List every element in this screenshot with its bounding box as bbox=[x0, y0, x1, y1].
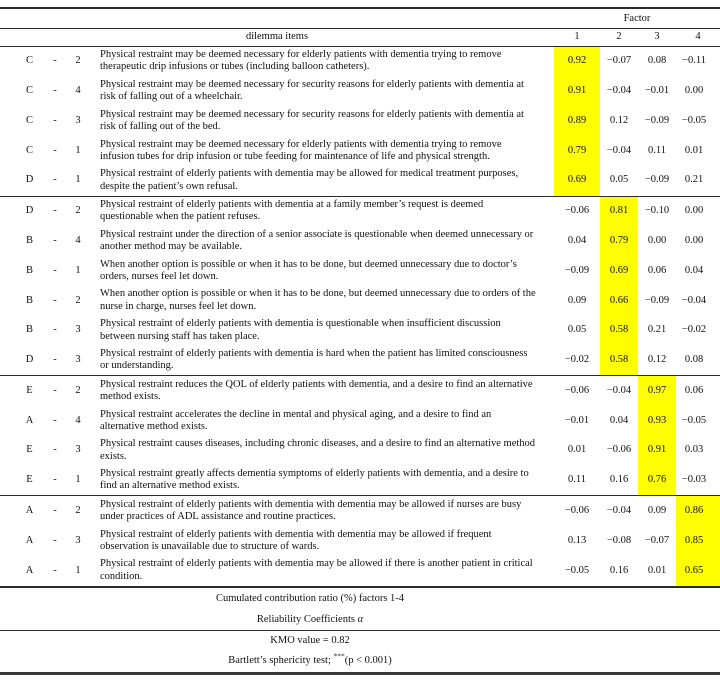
factor-3-value: 0.01 bbox=[647, 564, 667, 576]
factor-3-value: 0.21 bbox=[647, 324, 667, 336]
factor-1-value-highlighted: 0.69 bbox=[554, 166, 600, 196]
item-code-number: 3 bbox=[75, 534, 81, 546]
item-code-letter: E bbox=[26, 444, 33, 456]
item-row-b2 bbox=[0, 286, 720, 316]
item-code-letter: B bbox=[25, 324, 33, 336]
factor-2-value-highlighted: 0.81 bbox=[600, 196, 638, 226]
factor-3-value: 0.11 bbox=[648, 144, 666, 156]
alpha-symbol: α bbox=[357, 613, 364, 625]
item-code-letter: A bbox=[25, 414, 34, 426]
factor-4-value: −0.04 bbox=[681, 294, 707, 306]
factor-3-value-highlighted: 0.97 bbox=[638, 376, 676, 406]
factor-2-value-highlighted: 0.58 bbox=[600, 316, 638, 346]
item-code-dash: - bbox=[53, 114, 57, 126]
item-code-letter: E bbox=[26, 474, 33, 486]
item-row-e2 bbox=[0, 376, 720, 406]
factor-2-value-highlighted: 0.69 bbox=[600, 256, 638, 286]
item-text: Physical restraint accelerates the decline in mental and physical aging, and a desire to find an alternative method exists. bbox=[100, 408, 492, 432]
item-code-letter: E bbox=[0, 376, 45, 406]
factor-3-value: −0.09 bbox=[644, 174, 670, 186]
factor-analysis-table bbox=[0, 7, 720, 675]
item-text: Physical restraint may be deemed necessary for elderly patients with dementia trying to remove infusion tubes for drip infusion or tube feeding for maintenance of life and physical strength. bbox=[100, 138, 502, 162]
item-code-number: 1 bbox=[75, 144, 81, 156]
factor-col-3-header: 3 bbox=[638, 29, 676, 46]
item-code-letter: C bbox=[25, 144, 33, 156]
item-code-number: 1 bbox=[75, 474, 81, 486]
factor-1-value-highlighted: 0.89 bbox=[554, 106, 600, 136]
factor-2-value: 0.16 bbox=[609, 564, 629, 576]
item-text: Physical restraint reduces the QOL of elderly patients with dementia, and a desire to find an alternative method exists. bbox=[91, 376, 554, 406]
item-row-a2 bbox=[0, 496, 720, 526]
item-code-number: 4 bbox=[75, 235, 81, 247]
item-row-c4 bbox=[0, 76, 720, 106]
bartlett-pvalue: (p < 0.001) bbox=[344, 654, 392, 666]
item-code-dash: - bbox=[53, 444, 57, 456]
item-row-a1 bbox=[0, 556, 720, 587]
factor-2-value: 0.12 bbox=[609, 114, 629, 126]
factor-4-value: −0.03 bbox=[681, 474, 707, 486]
item-code-dash: - bbox=[53, 534, 57, 546]
item-text: When another option is possible or when it has to be done, but deemed unnecessary due to orders of the nurse in charge, nurses feel let down. bbox=[100, 288, 536, 312]
factor-4-value-highlighted: 0.65 bbox=[676, 556, 720, 587]
item-code-letter: B bbox=[25, 264, 33, 276]
item-code-letter: C bbox=[25, 114, 33, 126]
item-code-letter: B bbox=[25, 294, 33, 306]
factor-1-value: 0.01 bbox=[567, 444, 587, 456]
item-row-b4 bbox=[0, 226, 720, 256]
item-code-dash: - bbox=[53, 55, 57, 67]
item-text: Physical restraint may be deemed necessary for security reasons for elderly patients with dementia at risk of falling out of the bed. bbox=[100, 108, 524, 133]
factor-header-label: Factor bbox=[554, 8, 720, 29]
factor-2-value: 0.16 bbox=[609, 474, 629, 486]
factor-1-value: −0.02 bbox=[564, 354, 590, 366]
item-row-b3 bbox=[0, 316, 720, 346]
item-text: Physical restraint may be deemed necessary for security reasons for elderly patients with dementia at risk of falling out of a wheelchair. bbox=[100, 78, 524, 103]
item-code-number: 2 bbox=[75, 294, 81, 306]
factor-1-value-highlighted: 0.79 bbox=[554, 136, 600, 166]
item-code-letter: D bbox=[25, 354, 34, 366]
dilemma-items-header: dilemma items bbox=[0, 29, 554, 46]
item-code-dash: - bbox=[53, 324, 57, 336]
factor-2-value: 0.04 bbox=[609, 414, 629, 426]
item-code-number: 4 bbox=[75, 414, 81, 426]
factor-3-value: −0.09 bbox=[644, 114, 670, 126]
factor-4-value: −0.11 bbox=[682, 55, 706, 67]
item-code-number: 4 bbox=[75, 85, 81, 97]
item-code-number: 1 bbox=[75, 174, 81, 186]
factor-4-value-highlighted: 0.85 bbox=[676, 526, 720, 556]
item-text: Physical restraint causes diseases, including chronic diseases, and a desire to find an alternative method exists. bbox=[100, 438, 536, 462]
factor-3-value-highlighted: 0.93 bbox=[638, 406, 676, 436]
factor-4-value-highlighted: 0.86 bbox=[676, 496, 720, 526]
item-code-number: 3 bbox=[75, 354, 81, 366]
item-code-number: 1 bbox=[75, 564, 81, 576]
factor-1-value: −0.06 bbox=[554, 496, 600, 526]
factor-3-value: −0.10 bbox=[638, 196, 676, 226]
item-code-letter: A bbox=[25, 534, 34, 546]
item-row-b1 bbox=[0, 256, 720, 286]
item-code-number: 1 bbox=[75, 264, 81, 276]
factor-2-value: −0.04 bbox=[606, 144, 632, 156]
cumulated-contribution-label: Cumulated contribution ratio (%) factors 1-4 bbox=[0, 587, 720, 609]
item-text: Physical restraint of elderly patients with dementia may be allowed if there is another patient in critical condition. bbox=[100, 558, 533, 582]
factor-4-value: −0.05 bbox=[681, 414, 707, 426]
factor-4-value: 0.00 bbox=[676, 196, 720, 226]
bartlett-label bbox=[0, 651, 720, 674]
factor-2-value: −0.04 bbox=[600, 496, 638, 526]
item-code-dash: - bbox=[45, 376, 65, 406]
item-code-dash: - bbox=[53, 414, 57, 426]
factor-2-value: −0.06 bbox=[606, 444, 632, 456]
factor-2-value: −0.08 bbox=[606, 534, 632, 546]
table-body bbox=[0, 46, 720, 587]
item-text: Physical restraint of elderly patients with dementia is questionable when insufficient discussion between nursing staff has taken place. bbox=[100, 318, 501, 342]
bartlett-text: Bartlett’s sphericity test; bbox=[228, 654, 334, 666]
item-text: Physical restraint of elderly patients with dementia with dementia may be allowed if frequent observation is unavailable due to structure of wards. bbox=[100, 528, 492, 552]
item-code-letter: D bbox=[25, 174, 34, 186]
item-row-d2 bbox=[0, 196, 720, 226]
item-row-e1 bbox=[0, 466, 720, 496]
factor-1-value: −0.05 bbox=[564, 564, 590, 576]
significance-stars: *** bbox=[333, 651, 345, 661]
factor-1-value: 0.11 bbox=[568, 474, 586, 486]
item-row-c1 bbox=[0, 136, 720, 166]
item-code-dash: - bbox=[45, 496, 65, 526]
item-code-letter: C bbox=[25, 55, 33, 67]
item-code-letter: D bbox=[0, 196, 45, 226]
kmo-row bbox=[0, 631, 720, 651]
factor-2-value: −0.07 bbox=[606, 55, 632, 67]
factor-2-value-highlighted: 0.79 bbox=[600, 226, 638, 256]
factor-3-value: 0.12 bbox=[647, 354, 667, 366]
item-code-dash: - bbox=[53, 564, 57, 576]
cumulated-contribution-row bbox=[0, 587, 720, 609]
factor-3-value: 0.06 bbox=[647, 264, 667, 276]
item-code-dash: - bbox=[53, 264, 57, 276]
item-code-number: 2 bbox=[65, 376, 91, 406]
factor-4-value: −0.05 bbox=[681, 114, 707, 126]
item-row-d3 bbox=[0, 345, 720, 375]
factor-4-value: 0.01 bbox=[684, 144, 704, 156]
item-text: Physical restraint of elderly patients with dementia is hard when the patient has limited consciousness or understanding. bbox=[100, 348, 528, 372]
factor-2-value-highlighted: 0.58 bbox=[600, 345, 638, 375]
item-text: Physical restraint of elderly patients with dementia with dementia may be allowed if nurses are busy under practices of ADL assistance and routine practices. bbox=[91, 496, 554, 526]
reliability-label bbox=[0, 609, 720, 631]
factor-2-value: −0.04 bbox=[606, 85, 632, 97]
factor-1-value: −0.06 bbox=[554, 376, 600, 406]
item-code-dash: - bbox=[53, 85, 57, 97]
item-code-number: 3 bbox=[75, 444, 81, 456]
factor-1-value: −0.09 bbox=[564, 264, 590, 276]
factor-3-value-highlighted: 0.91 bbox=[638, 436, 676, 466]
item-code-dash: - bbox=[53, 354, 57, 366]
factor-2-value: 0.05 bbox=[609, 174, 629, 186]
factor-2-value-highlighted: 0.66 bbox=[600, 286, 638, 316]
item-code-letter: A bbox=[0, 496, 45, 526]
header-spacer bbox=[0, 8, 554, 29]
factor-1-value: 0.13 bbox=[567, 534, 587, 546]
item-text: Physical restraint under the direction of a senior associate is questionable when deemed unnecessary or another method may be available. bbox=[100, 228, 534, 253]
factor-4-value: −0.02 bbox=[681, 324, 707, 336]
factor-col-1-header: 1 bbox=[554, 29, 600, 46]
column-header-row bbox=[0, 29, 720, 46]
reliability-text: Reliability Coefficients bbox=[256, 613, 358, 625]
item-text: Physical restraint of elderly patients with dementia at a family member’s request is deemed questionable when the patient refuses. bbox=[91, 196, 554, 226]
kmo-value-label: KMO value = 0.82 bbox=[0, 631, 720, 651]
factor-3-value: 0.08 bbox=[647, 55, 667, 67]
factor-4-value: 0.04 bbox=[684, 264, 704, 276]
item-row-a4 bbox=[0, 406, 720, 436]
factor-1-value: 0.09 bbox=[567, 294, 587, 306]
item-row-a3 bbox=[0, 526, 720, 556]
factor-1-value: 0.04 bbox=[567, 235, 587, 247]
factor-3-value-highlighted: 0.76 bbox=[638, 466, 676, 496]
factor-3-value: −0.07 bbox=[644, 534, 670, 546]
factor-3-value: 0.00 bbox=[647, 235, 667, 247]
factor-3-value: −0.01 bbox=[644, 85, 670, 97]
item-code-dash: - bbox=[53, 144, 57, 156]
factor-3-value: 0.09 bbox=[638, 496, 676, 526]
item-code-letter: B bbox=[25, 235, 33, 247]
factor-4-value: 0.03 bbox=[684, 444, 704, 456]
factor-header-row bbox=[0, 8, 720, 29]
factor-col-2-header: 2 bbox=[600, 29, 638, 46]
item-code-letter: A bbox=[25, 564, 34, 576]
factor-2-value: −0.04 bbox=[600, 376, 638, 406]
item-code-number: 3 bbox=[75, 114, 81, 126]
item-code-dash: - bbox=[53, 235, 57, 247]
factor-3-value: −0.09 bbox=[644, 294, 670, 306]
item-code-dash: - bbox=[53, 174, 57, 186]
factor-4-value: 0.08 bbox=[684, 354, 704, 366]
factor-1-value-highlighted: 0.92 bbox=[554, 46, 600, 76]
item-row-e3 bbox=[0, 436, 720, 466]
item-row-c3 bbox=[0, 106, 720, 136]
item-code-dash: - bbox=[53, 474, 57, 486]
factor-4-value: 0.00 bbox=[684, 85, 704, 97]
factor-1-value: −0.01 bbox=[564, 414, 590, 426]
factor-4-value: 0.00 bbox=[684, 235, 704, 247]
factor-4-value: 0.06 bbox=[676, 376, 720, 406]
item-row-c2 bbox=[0, 46, 720, 76]
factor-4-value: 0.21 bbox=[684, 174, 704, 186]
item-code-dash: - bbox=[53, 294, 57, 306]
reliability-row bbox=[0, 609, 720, 631]
item-code-number: 2 bbox=[65, 196, 91, 226]
factor-1-value: 0.05 bbox=[567, 324, 587, 336]
item-code-dash: - bbox=[45, 196, 65, 226]
item-text: Physical restraint greatly affects dementia symptoms of elderly patients with dementia, and a desire to find an alternative method exists. bbox=[100, 468, 529, 492]
factor-col-4-header: 4 bbox=[676, 29, 720, 46]
item-code-number: 2 bbox=[65, 496, 91, 526]
item-row-d1 bbox=[0, 166, 720, 196]
item-text: Physical restraint of elderly patients with dementia may be allowed for medical treatment purposes, despite the patient’s own refusal. bbox=[100, 168, 519, 192]
item-text: When another option is possible or when it has to be done, but deemed unnecessary due to doctor’s orders, nurses feel let down. bbox=[100, 258, 517, 282]
factor-1-value: −0.06 bbox=[554, 196, 600, 226]
item-code-number: 2 bbox=[75, 55, 81, 67]
factor-1-value-highlighted: 0.91 bbox=[554, 76, 600, 106]
bartlett-row bbox=[0, 651, 720, 674]
item-code-letter: C bbox=[25, 85, 33, 97]
item-code-number: 3 bbox=[75, 324, 81, 336]
item-text: Physical restraint may be deemed necessary for elderly patients with dementia trying to remove therapeutic drip infusions or tubes (including balloon catheters). bbox=[100, 49, 502, 73]
